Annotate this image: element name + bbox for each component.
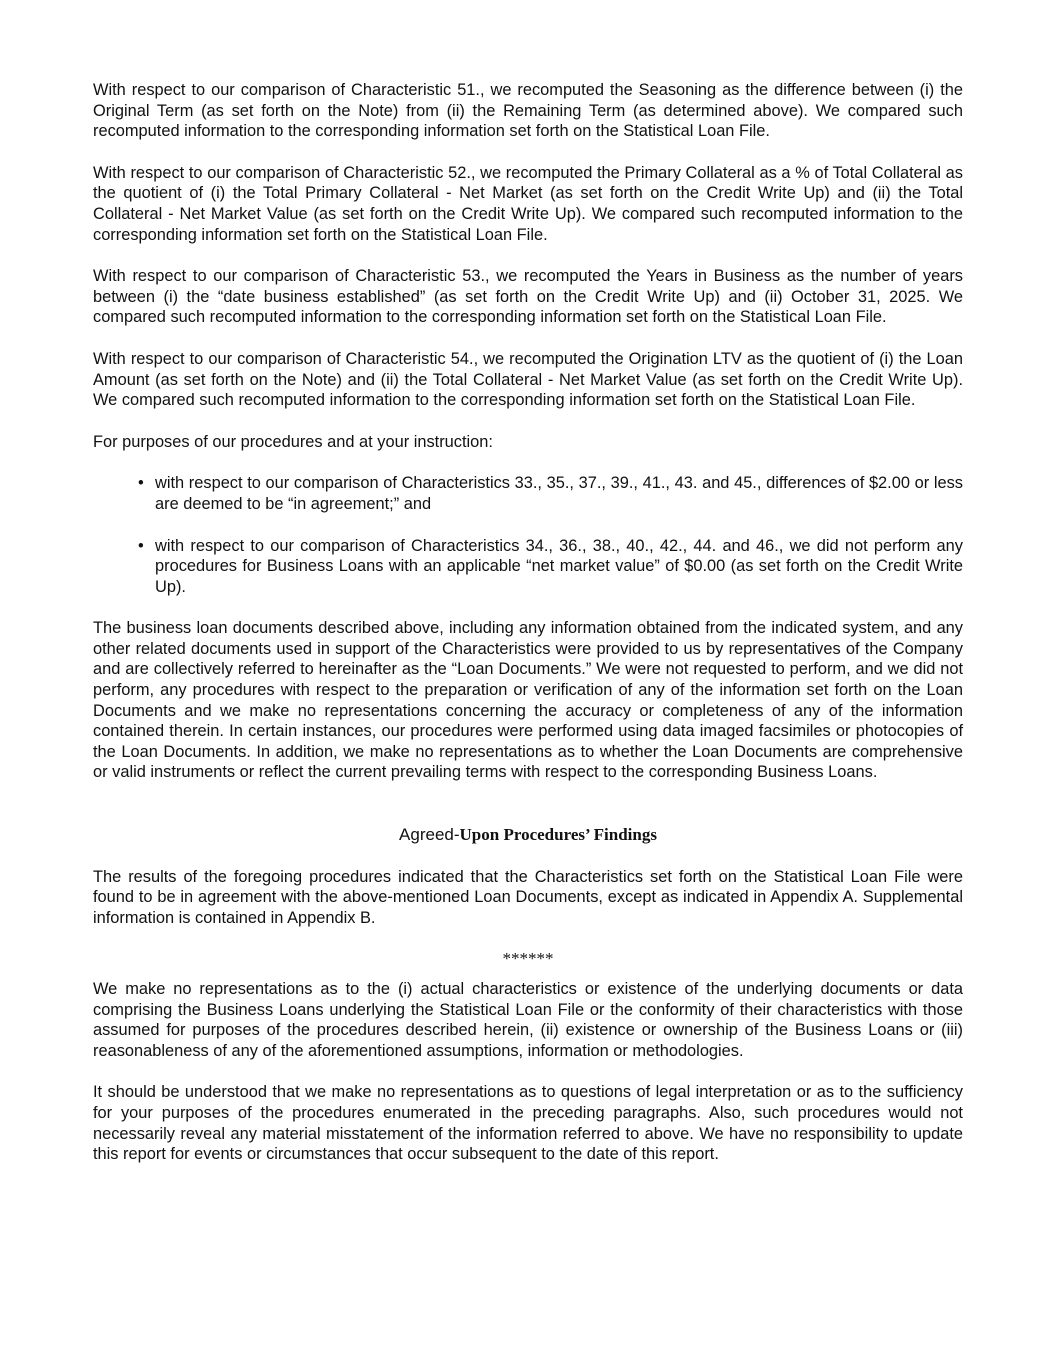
bullet-icon: • bbox=[138, 536, 144, 555]
bullet-icon: • bbox=[138, 474, 144, 493]
paragraph-characteristic-52: With respect to our comparison of Characteristic 52., we recomputed the Primary Collateral as a % of Total Collateral as the quotient of (i) the Total Primary Collateral - Net Market (as set forth on the Credit Write Up) and (ii) the Total Collateral - Net Market Value (as set forth on the Credit Write Up). We compared such recomputed information to the corresponding information set forth on the Statistical Loan File. bbox=[93, 163, 963, 244]
list-item-text: with respect to our comparison of Characteristics 33., 35., 37., 39., 41., 43. and 45., differences of $2.00 or less are deemed to be “in agreement;” and bbox=[155, 474, 963, 513]
paragraph-purposes: For purposes of our procedures and at your instruction: bbox=[93, 432, 493, 451]
paragraph-characteristic-54: With respect to our comparison of Characteristic 54., we recomputed the Origination LTV as the quotient of (i) the Loan Amount (as set forth on the Note) and (ii) the Total Collateral - Net Market Value (as set forth on the Credit Write Up). We compared such recomputed information to the corresponding information set forth on the Statistical Loan File. bbox=[93, 349, 963, 410]
list-item bbox=[138, 473, 963, 514]
separator: ****** bbox=[502, 949, 554, 969]
paragraph-characteristic-53: With respect to our comparison of Characteristic 53., we recomputed the Years in Business as the number of years between (i) the “date business established” (as set forth on the Credit Write Up) and (ii) October 31, 2025. We compared such recomputed information to the corresponding information set forth on the Statistical Loan File. bbox=[93, 267, 963, 327]
document-page bbox=[93, 80, 963, 1165]
paragraph-loan-documents: The business loan documents described above, including any information obtained from the indicated system, and any other related documents used in support of the Characteristics were provided to us by representatives of the Company and are collectively referred to hereinafter as the “Loan Documents.” We were not requested to perform, and we did not perform, any procedures with respect to the preparation or verification of any of the information set forth on the Loan Documents and we make no representations concerning the accuracy or completeness of any of the information contained therein. In certain instances, our procedures were performed using data imaged facsimiles or photocopies of the Loan Documents. In addition, we make no representations as to whether the Loan Documents are comprehensive or valid instruments or reflect the current prevailing terms with respect to the corresponding Business Loans. bbox=[93, 619, 963, 782]
paragraph-characteristic-51: With respect to our comparison of Characteristic 51., we recomputed the Seasoning as the difference between (i) the Original Term (as set forth on the Note) from (ii) the Remaining Term (as determined above). We compared such recomputed information to the corresponding information set forth on the Statistical Loan File. bbox=[93, 81, 963, 141]
paragraph-no-representations: We make no representations as to the (i) actual characteristics or existence of the underlying documents or data comprising the Business Loans underlying the Statistical Loan File or the conformity of their characteristics with those assumed for purposes of the procedures described herein, (ii) existence or ownership of the Business Loans or (iii) reasonableness of any of the aforementioned assumptions, information or methodologies. bbox=[93, 980, 963, 1060]
section-heading bbox=[93, 825, 963, 846]
paragraph-findings: The results of the foregoing procedures indicated that the Characteristics set forth on the Statistical Loan File were found to be in agreement with the above-mentioned Loan Documents, except as indicated in Appendix A. Supplemental information is contained in Appendix B. bbox=[93, 867, 963, 927]
list-item bbox=[138, 536, 963, 598]
instruction-list bbox=[93, 473, 963, 597]
paragraph-understood: It should be understood that we make no representations as to questions of legal interpretation or as to the sufficiency for your purposes of the procedures enumerated in the preceding paragraphs. Also, such procedures would not necessarily reveal any material misstatement of the information referred to above. We have no responsibility to update this report for events or circumstances that occur subsequent to the date of this report. bbox=[93, 1083, 963, 1164]
heading-prefix: Agreed- bbox=[399, 825, 460, 845]
list-item-text: with respect to our comparison of Characteristics 34., 36., 38., 40., 42., 44. and 46., we did not perform any procedures for Business Loans with an applicable “net market value” of $0.00 (as set forth on the Credit Write Up). bbox=[155, 536, 963, 596]
heading-title: Upon Procedures’ Findings bbox=[459, 825, 657, 845]
